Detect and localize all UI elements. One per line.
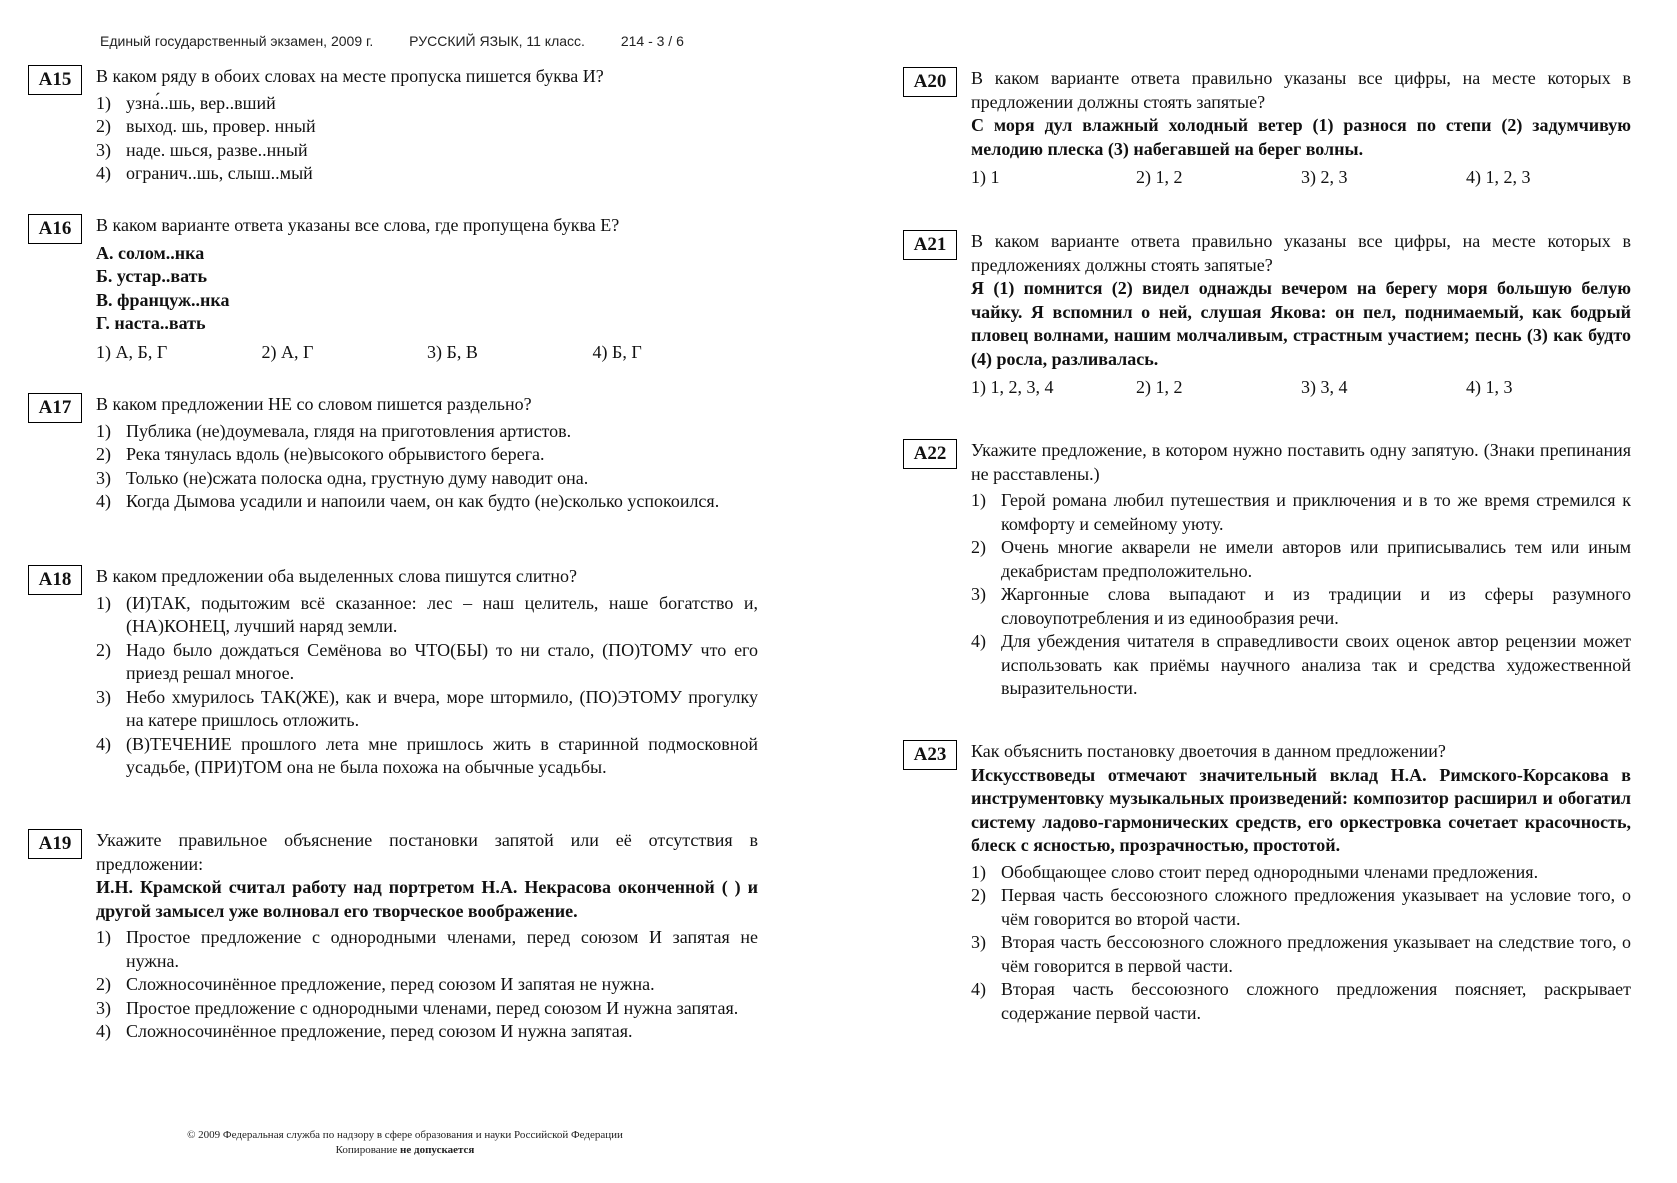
question-sentence: С моря дул влажный холодный ветер (1) разнося по степи (2) задумчивую мелодию плеска (3) набегавшей на берег волны. xyxy=(971,115,1631,159)
question-sentence: И.Н. Крамской считал работу над портретом Н.А. Некрасова оконченной ( ) и другой замысел уже волновал его творческое воображение. xyxy=(96,877,758,921)
answer-options xyxy=(971,861,1631,1026)
answer-option[interactable]: 2) Очень многие акварели не имели авторов или приписывались тем или иным декабристам предположительно. xyxy=(971,537,1631,581)
subject: РУССКИЙ ЯЗЫК, 11 класс. xyxy=(409,33,585,49)
answer-option[interactable]: 1) Герой романа любил путешествия и приключения и в то же время стремился к комфорту и семейному уюту. xyxy=(971,490,1631,534)
word-item: Г. наста..вать xyxy=(96,313,206,333)
answer-option[interactable]: 1) узна́..шь, вер..вший xyxy=(96,92,276,113)
answer-option[interactable]: 2) 1, 2 xyxy=(1136,377,1183,397)
question-stem: В каком варианте ответа указаны все слова, где пропущена буква Е? xyxy=(96,215,620,235)
answer-option[interactable]: 1) (И)ТАК, подытожим всё сказанное: лес – наш целитель, наше богатство и, (НА)КОНЕЦ, лучший наряд земли. xyxy=(96,592,758,636)
answer-option[interactable]: 2) Река тянулась вдоль (не)высокого обрывистого берега. xyxy=(96,444,545,464)
answer-options xyxy=(96,592,758,780)
answer-option[interactable]: 1) Публика (не)доумевала, глядя на приготовления артистов. xyxy=(96,420,572,441)
word-item: В. француж..нка xyxy=(96,289,230,310)
question-number: A19 xyxy=(28,829,82,859)
question-a21 xyxy=(903,230,1631,400)
question-number: A17 xyxy=(28,393,82,423)
answer-option[interactable]: 4) Вторая часть бессоюзного сложного предложения поясняет, раскрывает содержание первой части. xyxy=(971,979,1631,1023)
question-a17 xyxy=(28,393,758,514)
question-a19 xyxy=(28,829,758,1044)
question-stem: В каком предложении оба выделенных слова пишутся слитно? xyxy=(96,566,578,586)
answer-option[interactable]: 2) выход. шь, провер. нный xyxy=(96,116,316,136)
answer-options xyxy=(971,376,1631,400)
answer-option[interactable]: 3) Только (не)сжата полоска одна, грустную думу наводит она. xyxy=(96,467,589,488)
question-stem: Укажите предложение, в котором нужно поставить одну запятую. (Знаки препинания не расставлены.) xyxy=(971,440,1631,484)
question-a15 xyxy=(28,65,758,186)
question-stem: В каком варианте ответа правильно указаны все цифры, на месте которых в предложениях должны стоять запятые? xyxy=(971,231,1631,275)
question-a23 xyxy=(903,740,1631,1025)
answer-option[interactable]: 4) Б, Г xyxy=(592,341,642,362)
answer-option[interactable]: 3) Вторая часть бессоюзного сложного предложения указывает на следствие того, о чём говорится в первой части. xyxy=(971,932,1631,976)
question-a18 xyxy=(28,565,758,780)
answer-options xyxy=(96,341,758,365)
question-stem: Как объяснить постановку двоеточия в данном предложении? xyxy=(971,741,1446,761)
answer-options xyxy=(96,420,758,514)
page-number: 214 - 3 / 6 xyxy=(620,33,684,49)
question-stem: В каком варианте ответа правильно указаны все цифры, на месте которых в предложении должны стоять запятые? xyxy=(971,68,1631,112)
answer-option[interactable]: 4) Для убеждения читателя в справедливости своих оценок автор рецензии может использовать как приёмы научного анализа так и средства художественной выразительности. xyxy=(971,631,1631,698)
answer-options xyxy=(971,489,1631,701)
word-item: А. солом..нка xyxy=(96,242,205,263)
answer-option[interactable]: 3) Б, В xyxy=(427,341,478,362)
question-number: A20 xyxy=(903,67,957,97)
answer-option[interactable]: 2) Первая часть бессоюзного сложного предложения указывает на условие того, о чём говорится во второй части. xyxy=(971,885,1631,929)
answer-option[interactable]: 1) 1, 2, 3, 4 xyxy=(971,377,1054,397)
question-a20 xyxy=(903,67,1631,190)
answer-option[interactable]: 4) Когда Дымова усадили и напоили чаем, он как будто (не)сколько успокоился. xyxy=(96,491,720,511)
answer-option[interactable]: 4) огранич..шь, слыш..мый xyxy=(96,163,313,183)
question-number: A16 xyxy=(28,214,82,244)
answer-option[interactable]: 3) 3, 4 xyxy=(1301,377,1348,397)
answer-option[interactable]: 4) 1, 2, 3 xyxy=(1466,167,1531,187)
page-header xyxy=(100,33,716,49)
answer-option[interactable]: 3) Жаргонные слова выпадают и из традиции и из сферы разумного словоупотребления и из единообразия речи. xyxy=(971,584,1631,628)
question-a16 xyxy=(28,214,758,364)
answer-option[interactable]: 1) Простое предложение с однородными членами, перед союзом И запятая не нужна. xyxy=(96,927,758,971)
question-number: A21 xyxy=(903,230,957,260)
question-stem: Укажите правильное объяснение постановки запятой или её отсутствия в предложении: xyxy=(96,830,758,874)
question-stem: В каком ряду в обоих словах на месте пропуска пишется буква И? xyxy=(96,66,604,86)
question-sentence: Искусствоведы отмечают значительный вклад Н.А. Римского-Корсакова в инструментовку музыкальных произведений: композитор расширил и обогатил систему ладово-гармонических средств, его оркестровка сочетает красочность, блеск с ясностью, прозрачностью, простотой. xyxy=(971,764,1631,855)
question-a22 xyxy=(903,439,1631,701)
answer-option[interactable]: 4) Сложносочинённое предложение, перед союзом И нужна запятая. xyxy=(96,1021,633,1041)
question-stem: В каком предложении НЕ со словом пишется раздельно? xyxy=(96,394,532,414)
answer-options xyxy=(96,92,758,186)
copy-notice: Копирование не допускается xyxy=(335,1144,475,1156)
answer-option[interactable]: 1) А, Б, Г xyxy=(96,341,168,362)
answer-option[interactable]: 1) Обобщающее слово стоит перед однородными членами предложения. xyxy=(971,861,1539,882)
answer-option[interactable]: 3) Простое предложение с однородными членами, перед союзом И нужна запятая. xyxy=(96,997,739,1018)
answer-option[interactable]: 4) 1, 3 xyxy=(1466,377,1513,397)
answer-option[interactable]: 2) 1, 2 xyxy=(1136,167,1183,187)
question-number: A18 xyxy=(28,565,82,595)
answer-option[interactable]: 3) 2, 3 xyxy=(1301,167,1348,187)
answer-options xyxy=(971,166,1631,190)
question-number: A22 xyxy=(903,439,957,469)
answer-option[interactable]: 3) наде. шься, разве..нный xyxy=(96,139,308,160)
exam-title: Единый государственный экзамен, 2009 г. xyxy=(100,33,374,49)
question-sentence: Я (1) помнится (2) видел однажды вечером на берегу моря большую белую чайку. Я вспомнил о ней, слушая Якова: он пел, поднимаемый, как бодрый пловец волнами, нашим молчаливым, страстным участием; песнь (3) как будто (4) росла, разливалась. xyxy=(971,278,1631,369)
answer-options xyxy=(96,926,758,1044)
answer-option[interactable]: 2) Сложносочинённое предложение, перед союзом И запятая не нужна. xyxy=(96,974,655,994)
answer-option[interactable]: 2) А, Г xyxy=(261,341,314,362)
question-number: A23 xyxy=(903,740,957,770)
page-footer xyxy=(100,1128,710,1158)
answer-option[interactable]: 4) (В)ТЕЧЕНИЕ прошлого лета мне пришлось жить в старинной подмосковной усадьбе, (ПРИ)ТОМ она не была похожа на обычные усадьбы. xyxy=(96,733,758,777)
word-list xyxy=(96,242,758,336)
question-number: A15 xyxy=(28,65,82,95)
answer-option[interactable]: 2) Надо было дождаться Семёнова во ЧТО(БЫ) то ни стало, (ПО)ТОМУ что его приезд решал многое. xyxy=(96,639,758,683)
word-item: Б. устар..вать xyxy=(96,266,208,286)
answer-option[interactable]: 3) Небо хмурилось ТАК(ЖЕ), как и вчера, море штормило, (ПО)ЭТОМУ прогулку на катере пришлось отложить. xyxy=(96,686,758,730)
answer-option[interactable]: 1) 1 xyxy=(971,167,1000,187)
copyright-text: © 2009 Федеральная служба по надзору в сфере образования и науки Российской Федерации xyxy=(187,1129,623,1141)
